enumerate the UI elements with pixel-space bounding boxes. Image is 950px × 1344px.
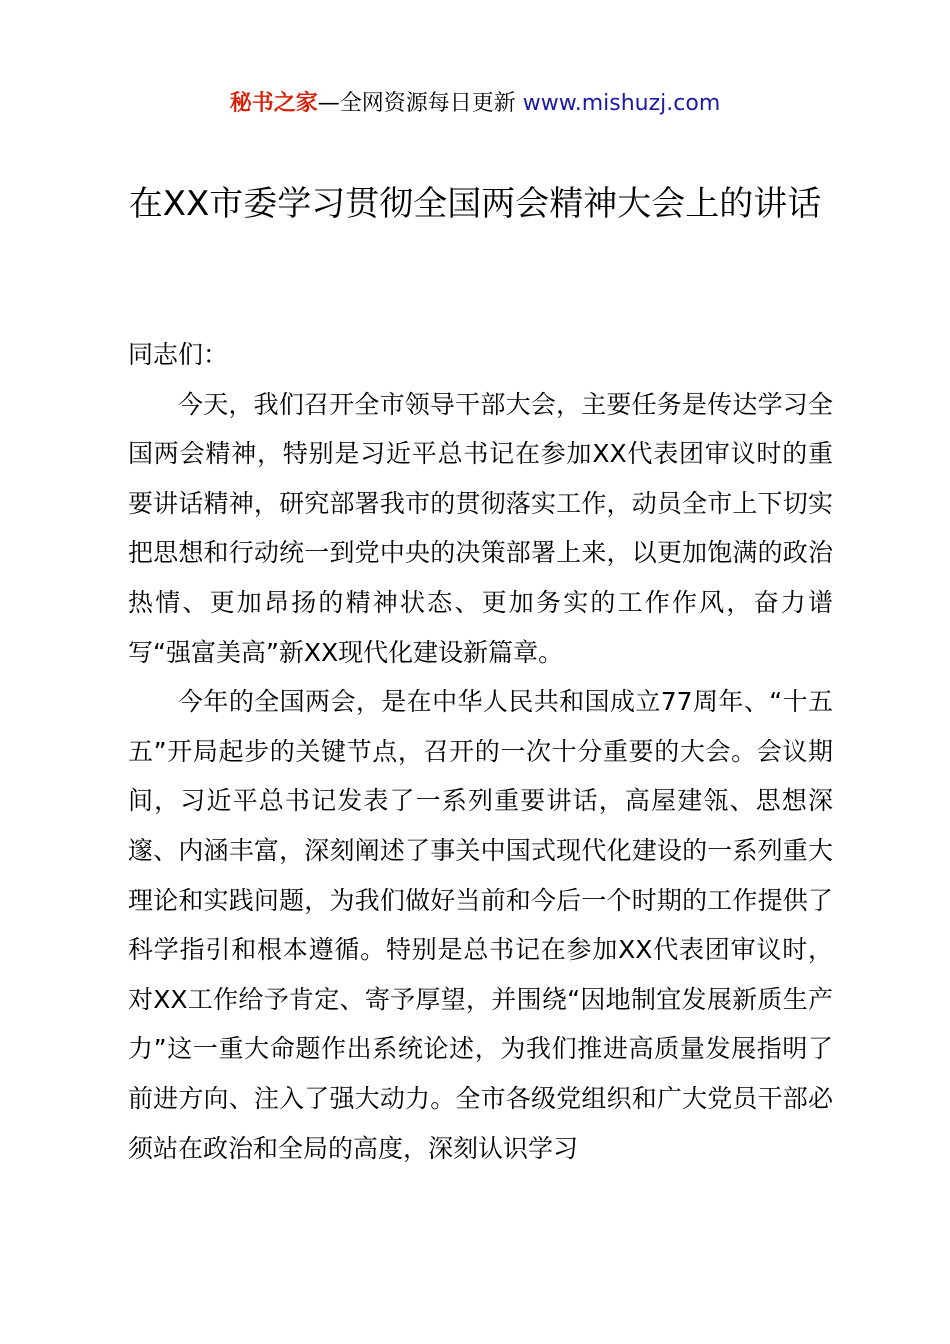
site-header	[0, 88, 950, 120]
brand-name: 秘书之家	[229, 91, 318, 116]
paragraph: 今年的全国两会，是在中华人民共和国成立77周年、“十五五”开局起步的关键节点，召开的一次十分重要的大会。会议期间，习近平总书记发表了一系列重要讲话，高屋建瓴、思想深邃、内涵丰富，深刻阐述了事关中国式现代化建设的一系列重大理论和实践问题，为我们做好当前和今后一个时期的工作提供了科学指引和根本遵循。特别是总书记在参加XX代表团审议时，对XX工作给予肯定、寄予厚望，并围绕“因地制宜发展新质生产力”这一重大命题作出系统论述，为我们推进高质量发展指明了前进方向、注入了强大动力。全市各级党组织和广大党员干部必须站在政治和全局的高度，深刻认识学习	[128, 687, 833, 1163]
paragraph: 今天，我们召开全市领导干部大会，主要任务是传达学习全国两会精神，特别是习近平总书记在参加XX代表团审议时的重要讲话精神，研究部署我市的贯彻落实工作，动员全市上下切实把思想和行动统一到党中央的决策部署上来，以更加饱满的政治热情、更加昂扬的精神状态、更加务实的工作作风，奋力谱写“强富美高”新XX现代化建设新篇章。	[128, 389, 833, 667]
site-url-link[interactable]: www.mishuzj.com	[522, 91, 721, 116]
salutation: 同志们：	[128, 340, 229, 369]
document-title: 在XX市委学习贯彻全国两会精神大会上的讲话	[128, 184, 822, 224]
header-slogan: —全网资源每日更新	[317, 91, 516, 116]
document-body	[128, 330, 833, 1173]
